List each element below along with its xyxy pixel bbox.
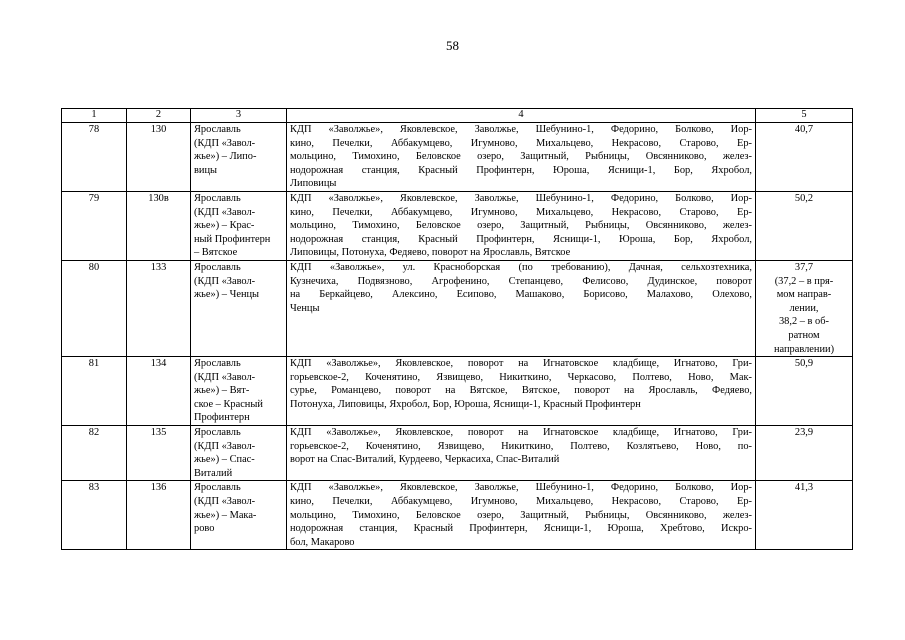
length-line: 37,7 [794,261,814,273]
stops-cell [287,123,756,192]
row-number-cell: 79 [62,191,127,260]
table-row [62,123,853,192]
stops-cell [287,191,756,260]
route-name-line: Профинтерн [194,412,250,424]
stops-line: кино, Печелки, Аббакумцево, Игумново, Михальцево, Некрасово, Старово, Ер- [290,496,752,508]
length-line: 40,7 [794,124,814,135]
length-cell [756,260,853,356]
route-name-cell [191,260,287,356]
stops-cell [287,260,756,356]
route-name-line: жье») – Липо- [194,151,257,163]
stops-line: ворот на Спас-Виталий, Курдеево, Черкасиха, Спас-Виталий [290,454,560,466]
route-name-line: (КДП «Завол- [194,496,256,508]
route-number-cell: 130в [127,191,191,260]
stops-line: нодорожная станция, Красный Профинтерн, Юроша, Яснищи-1, Бор, Яхробол, [290,164,752,176]
route-name-line: жье») – Мака- [194,509,257,521]
table-row [62,191,853,260]
length-cell [756,191,853,260]
route-number-cell: 135 [127,426,191,481]
stops-line: нодорожная станция, Красный Профинтерн, Яснищи-1, Юроша, Хребтово, Искро- [290,523,752,535]
stops-line: КДП «Заволжье», Яковлевское, поворот на Игнатовское кладбище, Игнатово, Гри- [290,427,752,439]
stops-line: мольцино, Тимохино, Беловское озеро, Защитный, Рыбницы, Овсянниково, желез- [290,220,752,232]
stops-line: нодорожная станция, Красный Профинтерн, Яснищи-1, Юроша, Бор, Яхробол, [290,233,752,245]
length-line: 50,9 [794,358,814,370]
route-name-cell [191,191,287,260]
stops-line: Ченцы [290,302,320,314]
stops-line: горьевское-2, Коченятино, Язвищево, Никиткино, Полтево, Козлятьево, Ново, по- [290,440,752,452]
row-number-cell: 82 [62,426,127,481]
route-name-line: Ярославль [194,427,241,439]
length-cell [756,426,853,481]
stops-line: на Беркайцево, Алексино, Есипово, Машаково, Борисово, Малахово, Олехово, [290,289,752,301]
route-name-cell [191,123,287,192]
route-name-line: (КДП «Завол- [194,371,256,383]
stops-line: бол, Макарово [290,536,355,548]
route-name-cell [191,481,287,550]
route-name-cell [191,426,287,481]
route-name-line: рово [194,523,215,535]
route-name-line: – Вятское [194,247,238,259]
route-name-cell [191,357,287,426]
stops-line: горьевское-2, Коченятино, Язвищево, Никиткино, Черкасово, Полтево, Ново, Мак- [290,371,752,383]
length-line: мом направ- [776,289,832,301]
route-name-line: Ярославль [194,261,241,273]
route-name-line: вицы [194,164,218,176]
stops-line: КДП «Заволжье», Яковлевское, Заволжье, Шебунино-1, Федорино, Болково, Иор- [290,124,752,135]
table-row [62,357,853,426]
header-col-3: 3 [191,109,287,123]
stops-line: КДП «Заволжье», Яковлевское, Заволжье, Шебунино-1, Федорино, Болково, Иор- [290,192,752,204]
route-number-cell: 134 [127,357,191,426]
length-line: ратном [788,329,820,341]
route-number-cell: 136 [127,481,191,550]
route-name-line: жье») – Спас- [194,454,255,466]
row-number-cell: 81 [62,357,127,426]
table-row [62,426,853,481]
stops-line: КДП «Заволжье», Яковлевское, Заволжье, Шебунино-1, Федорино, Болково, Иор- [290,482,752,494]
route-name-line: Ярославль [194,124,241,135]
stops-cell [287,481,756,550]
stops-line: мольцино, Тимохино, Беловское озеро, Защитный, Рыбницы, Овсянниково, желез- [290,509,752,521]
header-col-4: 4 [287,109,756,123]
stops-line: мольцино, Тимохино, Беловское озеро, Защитный, Рыбницы, Овсянниково, желез- [290,151,752,163]
stops-cell [287,426,756,481]
length-line: 41,3 [794,482,814,494]
route-name-line: Ярославль [194,192,241,204]
length-line: направлении) [773,343,835,355]
route-name-line: жье») – Ченцы [194,289,260,301]
length-line: 50,2 [794,192,814,204]
route-name-line: (КДП «Завол- [194,275,256,287]
length-line: (37,2 – в пря- [774,275,834,287]
table-row [62,481,853,550]
route-number-cell: 130 [127,123,191,192]
route-name-line: (КДП «Завол- [194,137,256,149]
stops-line: кино, Печелки, Аббакумцево, Игумново, Михальцево, Некрасово, Старово, Ер- [290,137,752,149]
length-cell [756,123,853,192]
stops-line: Липовицы [290,178,337,190]
route-name-line: Виталий [194,467,233,479]
page-number: 58 [446,38,459,53]
stops-line: КДП «Заволжье», Яковлевское, поворот на Игнатовское кладбище, Игнатово, Гри- [290,358,752,370]
length-line: 38,2 – в об- [778,316,830,328]
stops-line: сурье, Романцево, поворот на Вятское, Вятское, поворот на Ярославль, Федяево, [290,385,752,397]
header-col-5: 5 [756,109,853,123]
header-col-2: 2 [127,109,191,123]
route-name-line: жье») – Вят- [194,385,250,397]
row-number-cell: 83 [62,481,127,550]
length-line: лении, [789,302,819,314]
table-row [62,260,853,356]
route-name-line: ный Профинтерн [194,233,271,245]
length-cell [756,357,853,426]
row-number-cell: 80 [62,260,127,356]
route-name-line: (КДП «Завол- [194,206,256,218]
stops-line: КДП «Заволжье», ул. Красноборская (по требованию), Дачная, сельхозтехника, [290,261,752,273]
stops-cell [287,357,756,426]
length-line: 23,9 [794,427,814,439]
header-row [62,109,853,123]
length-cell [756,481,853,550]
route-name-line: жье») – Крас- [194,220,255,232]
header-col-1: 1 [62,109,127,123]
table-body [62,123,853,550]
route-name-line: (КДП «Завол- [194,440,256,452]
stops-line: кино, Печелки, Аббакумцево, Игумново, Михальцево, Некрасово, Старово, Ер- [290,206,752,218]
stops-line: Липовицы, Потонуха, Федяево, поворот на Ярославль, Вятское [290,247,571,259]
route-name-line: Ярославль [194,482,241,494]
route-name-line: ское – Красный [194,398,263,410]
row-number-cell: 78 [62,123,127,192]
route-name-line: Ярославль [194,358,241,370]
route-number-cell: 133 [127,260,191,356]
stops-line: Потонуха, Липовицы, Яхробол, Бор, Юроша, Яснищи-1, Красный Профинтерн [290,398,641,410]
stops-line: Кузнечиха, Подвязново, Агрофенино, Степанцево, Фелисово, Дудинское, поворот [290,275,752,287]
routes-table [61,108,853,550]
